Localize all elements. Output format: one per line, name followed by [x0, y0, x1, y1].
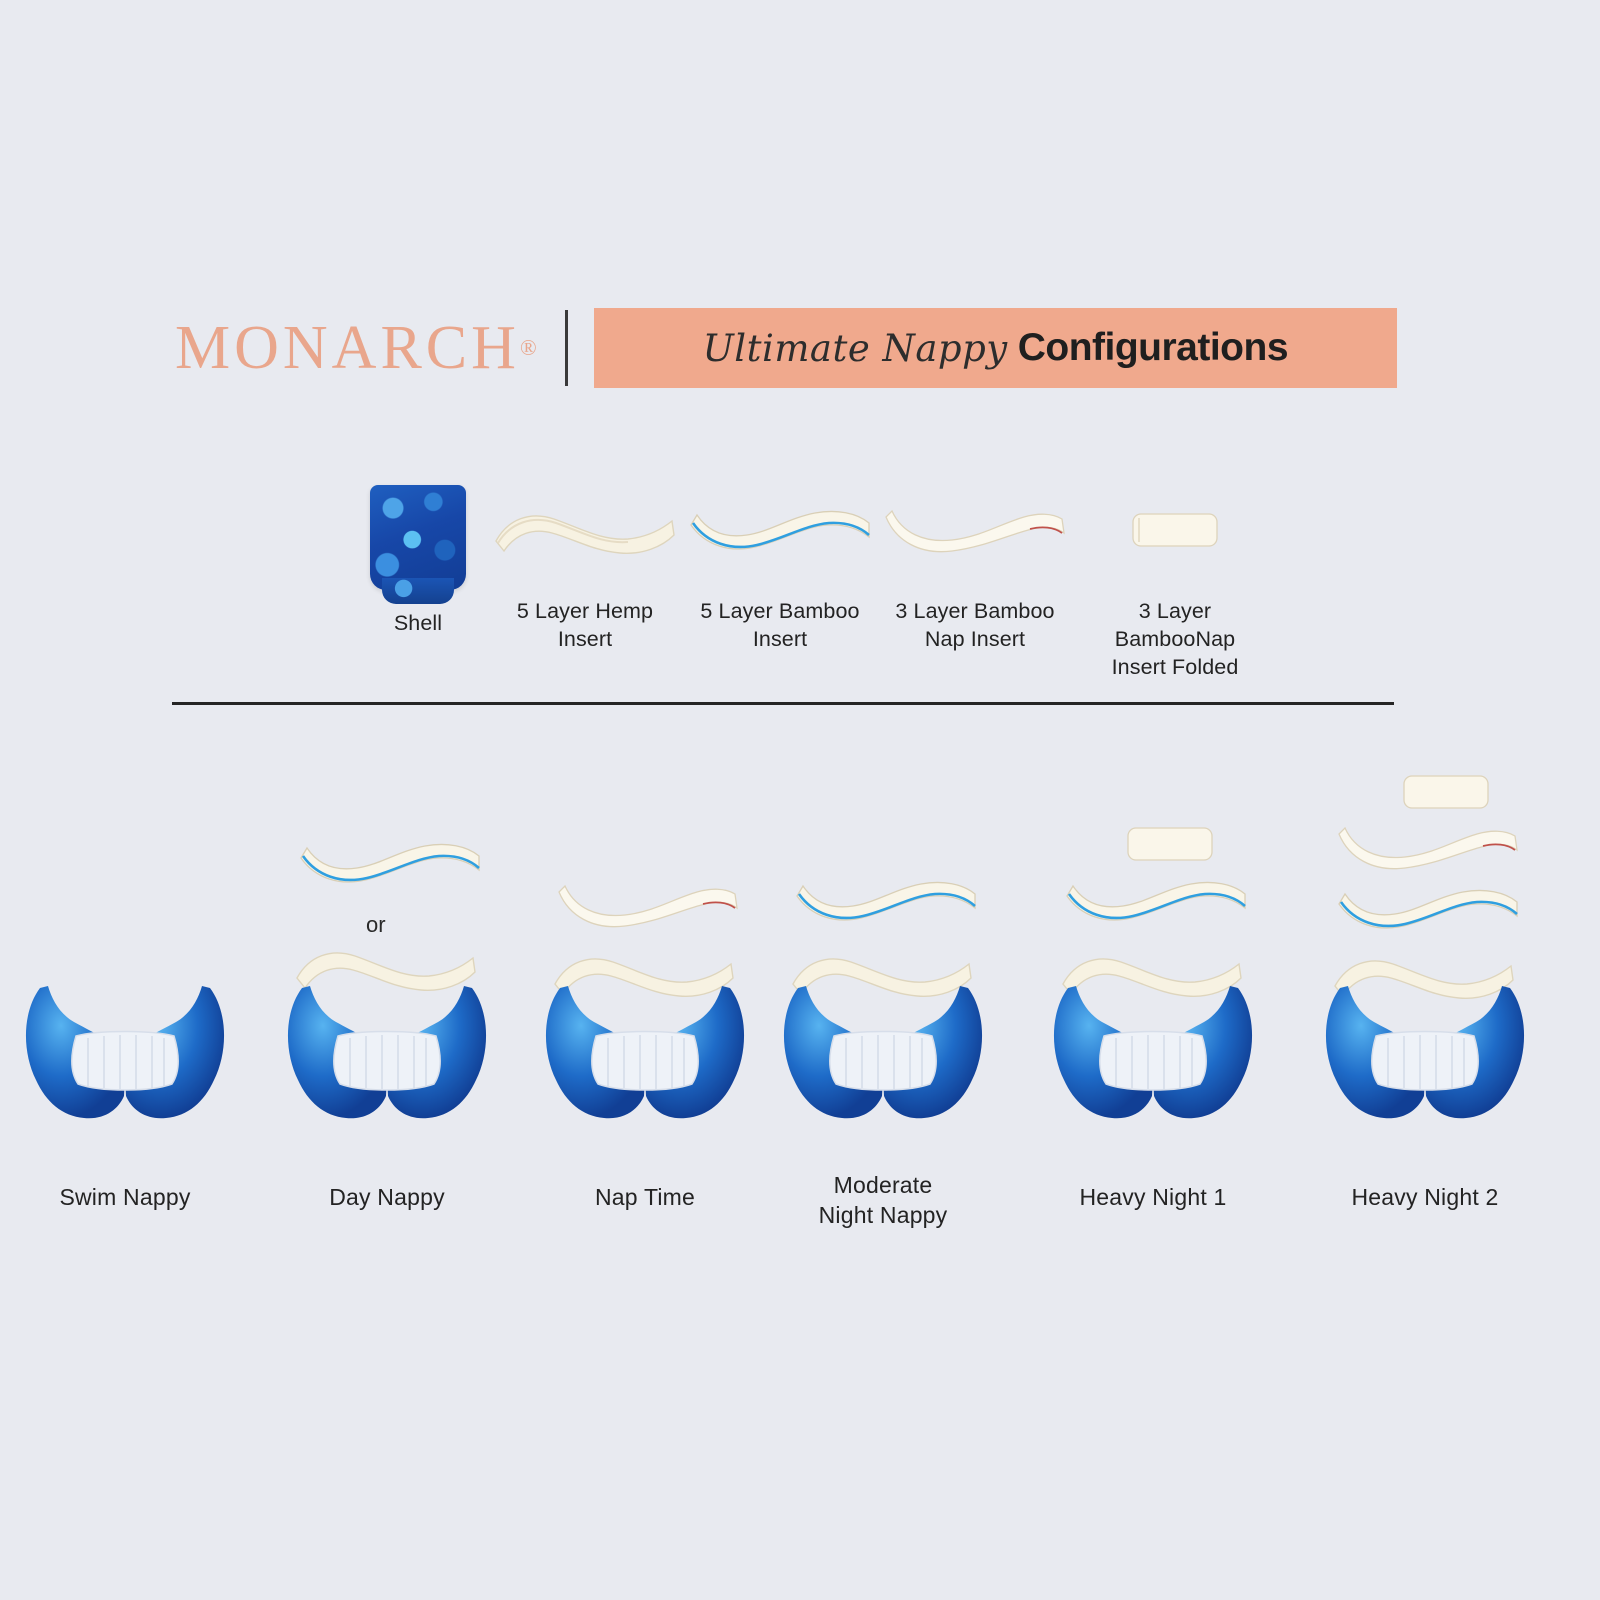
config-label-moderate-line2: Night Nappy: [818, 1202, 948, 1229]
legend-label-nap-line2: Nap Insert: [924, 626, 1026, 651]
folded-insert-icon: [1120, 814, 1220, 874]
folded-insert-icon: [1125, 500, 1225, 560]
header-divider: [565, 310, 568, 386]
config-stack-heavy2: [1300, 770, 1550, 1170]
config-day-nappy: [262, 770, 512, 1210]
legend-label-folded-line1: 3 Layer: [1138, 599, 1212, 623]
configuration-grid: [0, 770, 1600, 1290]
legend-item-folded-insert: [1075, 470, 1275, 682]
nappy-shell-open-icon: [520, 960, 770, 1160]
nappy-shell-icon: [370, 485, 466, 590]
nappy-shell-open-icon: [1300, 960, 1550, 1160]
title-bold-text: Configurations: [1017, 326, 1289, 369]
legend-label-folded-line2: BambooNap: [1114, 626, 1236, 651]
config-label-heavy2: Heavy Night 2: [1351, 1184, 1499, 1210]
bamboo-insert-icon: [1056, 866, 1256, 936]
component-legend: [330, 470, 1290, 690]
config-heavy-night-2: [1300, 770, 1550, 1210]
nappy-shell-open-icon: [758, 960, 1008, 1160]
config-label-moderate-line1: Moderate: [833, 1172, 933, 1198]
config-label-heavy1: Heavy Night 1: [1079, 1184, 1227, 1210]
legend-label-bamboo-line2: Insert: [752, 626, 808, 651]
config-stack-nap: [520, 770, 770, 1170]
config-nap-time: [520, 770, 770, 1210]
legend-item-hemp-insert: [485, 470, 685, 654]
config-swim-nappy: [0, 770, 250, 1210]
config-heavy-night-1: [1028, 770, 1278, 1210]
config-label-swim: Swim Nappy: [59, 1184, 191, 1210]
nappy-shell-open-icon: [0, 960, 250, 1160]
config-stack-moderate: [758, 770, 1008, 1170]
legend-label-bamboo-line1: 5 Layer Bamboo: [700, 599, 860, 623]
page-header: [175, 308, 1397, 388]
title-script-text: Ultimate Nappy: [702, 326, 1008, 370]
brand-logo: [175, 308, 565, 388]
bamboo-insert-icon: [786, 866, 986, 936]
bamboo-nap-insert-icon: [1328, 812, 1528, 882]
config-stack-day: [262, 770, 512, 1170]
legend-label-hemp-line2: Insert: [557, 626, 613, 651]
config-stack-swim: [0, 770, 250, 1170]
bamboo-insert-icon: [1328, 874, 1528, 944]
section-divider: [172, 702, 1394, 705]
legend-label-shell: Shell: [393, 611, 443, 635]
or-separator-label: or: [366, 912, 386, 937]
config-label-nap-time: Nap Time: [594, 1184, 696, 1210]
brand-name: MONARCH: [175, 314, 520, 382]
hemp-insert-icon: [490, 495, 680, 565]
legend-label-hemp-line1: 5 Layer Hemp: [516, 599, 654, 623]
legend-item-shell: [348, 470, 488, 638]
config-stack-heavy1: [1028, 770, 1278, 1170]
legend-item-bamboo-nap-insert: [875, 470, 1075, 654]
config-moderate-night: [758, 770, 1008, 1229]
legend-label-folded-line3: Insert Folded: [1111, 654, 1239, 679]
config-label-day: Day Nappy: [329, 1184, 445, 1210]
title-banner: [594, 308, 1397, 388]
legend-label-nap-line1: 3 Layer Bamboo: [895, 599, 1055, 623]
bamboo-nap-insert-icon: [548, 870, 748, 940]
bamboo-nap-insert-icon: [880, 495, 1070, 565]
nappy-shell-open-icon: [1028, 960, 1278, 1160]
legend-item-bamboo-insert: [680, 470, 880, 654]
registered-mark: ®: [519, 335, 537, 360]
bamboo-insert-icon: [685, 495, 875, 565]
bamboo-insert-icon: [290, 828, 490, 898]
nappy-shell-open-icon: [262, 960, 512, 1160]
config-label-moderate: [758, 1170, 1008, 1231]
